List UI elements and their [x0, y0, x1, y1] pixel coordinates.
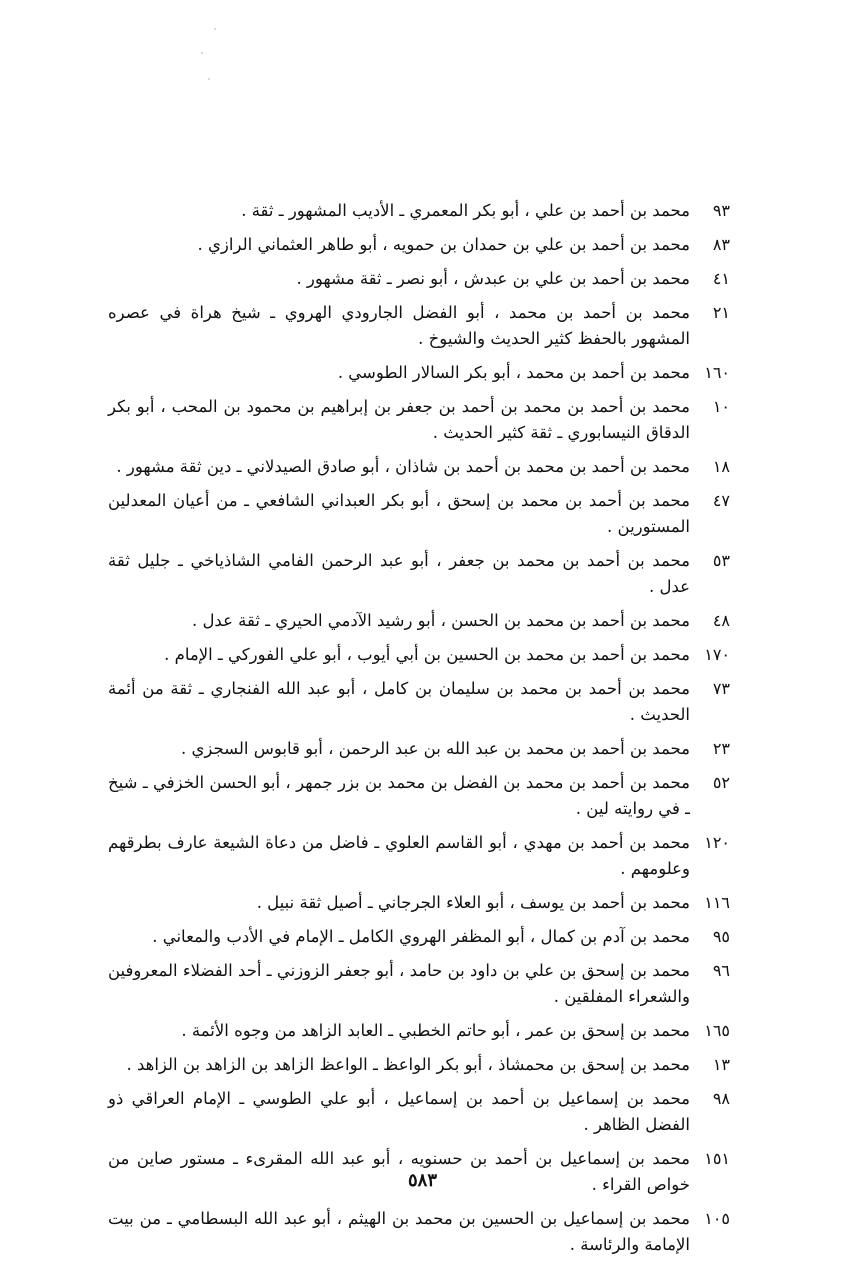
entry-row [108, 300, 730, 352]
scan-speck [208, 78, 210, 80]
entry-number: ٤٨ [712, 611, 730, 630]
entry-row [108, 1052, 730, 1078]
entry-number: ١٠ [712, 397, 730, 416]
entry-number: ١١٦ [704, 893, 730, 912]
scan-speck [201, 52, 203, 54]
entry-number: ١٧٠ [704, 645, 730, 664]
entry-number: ١٥١ [704, 1149, 730, 1168]
entry-text: محمد بن أحمد بن محمد بن الفضل بن محمد بن بزر جمهر ، أبو الحسن الخزفي ـ شيخ ـ في روايته لين . [108, 773, 690, 818]
entry-row [108, 548, 730, 600]
entry-text: محمد بن أحمد بن محمد بن الحسن ، أبو رشيد الآدمي الحيري ـ ثقة عدل . [191, 611, 690, 630]
entry-text: محمد بن أحمد بن يوسف ، أبو العلاء الجرجاني ـ أصيل ثقة نبيل . [256, 893, 690, 912]
entry-number: ١٢٠ [704, 833, 730, 852]
entry-number: ٢١ [712, 303, 730, 322]
entry-text: محمد بن إسماعيل بن أحمد بن إسماعيل ، أبو علي الطوسي ـ الإمام العراقي ذو الفضل الظاهر . [108, 1089, 690, 1134]
entry-row [108, 676, 730, 728]
entry-text: محمد بن إسماعيل بن أحمد بن حسنويه ، أبو عبد الله المقرىء ـ مستور صاين من خواص القراء . [108, 1149, 690, 1194]
entry-number: ٩٨ [712, 1089, 730, 1108]
entry-list [108, 198, 730, 1266]
entry-text: محمد بن أحمد بن محمد بن الحسين بن أبي أيوب ، أبو علي الفوركي ـ الإمام . [164, 645, 690, 664]
entry-number: ٢٣ [712, 739, 730, 758]
entry-row [108, 454, 730, 480]
entry-number: ١٦٠ [704, 363, 730, 382]
entry-text: محمد بن إسحق بن علي بن داود بن حامد ، أبو جعفر الزوزني ـ أحد الفضلاء المعروفين والشعراء المفلقين . [108, 961, 690, 1006]
entry-number: ٥٣ [712, 551, 730, 570]
entry-row [108, 830, 730, 882]
entry-row [108, 608, 730, 634]
entry-row [108, 198, 730, 224]
entry-row [108, 232, 730, 258]
entry-number: ١٣ [712, 1055, 730, 1074]
entry-text: محمد بن أحمد بن محمد ، أبو الفضل الجارودي الهروي ـ شيخ هراة في عصره المشهور بالحفظ كثير الحديث والشيوخ . [108, 303, 690, 348]
entry-text: محمد بن أحمد بن محمد بن عبد الله بن عبد الرحمن ، أبو قابوس السجزي . [181, 739, 690, 758]
entry-number: ١٠٥ [704, 1209, 730, 1228]
entry-text: محمد بن أحمد بن محمد بن سليمان بن كامل ، أبو عبد الله الفنجاري ـ ثقة من أئمة الحديث . [108, 679, 690, 724]
entry-number: ٧٣ [712, 679, 730, 698]
entry-text: محمد بن آدم بن كمال ، أبو المظفر الهروي الكامل ـ الإمام في الأدب والمعاني . [152, 927, 690, 946]
entry-number: ٥٢ [712, 773, 730, 792]
entry-text: محمد بن أحمد بن محمد بن أحمد بن شاذان ، أبو صادق الصيدلاني ـ دين ثقة مشهور . [116, 457, 690, 476]
entry-row [108, 770, 730, 822]
entry-text: محمد بن أحمد بن محمد بن إسحق ، أبو بكر العبداني الشافعي ـ من أعيان المعدلين المستورين . [108, 491, 690, 536]
entry-number: ١٨ [712, 457, 730, 476]
entry-text: محمد بن أحمد بن علي بن حمدان بن حمويه ، أبو طاهر العثماني الرازي . [197, 235, 690, 254]
entry-text: محمد بن أحمد بن مهدي ، أبو القاسم العلوي ـ فاضل من دعاة الشيعة عارف بطرقهم وعلومهم . [108, 833, 690, 878]
entry-row [108, 1086, 730, 1138]
entry-number: ٨٣ [712, 235, 730, 254]
entry-row [108, 890, 730, 916]
entry-text: محمد بن أحمد بن محمد بن جعفر ، أبو عبد الرحمن الفامي الشاذياخي ـ جليل ثقة عدل . [108, 551, 690, 596]
entry-row [108, 1206, 730, 1258]
entry-number: ٤١ [712, 269, 730, 288]
entry-text: محمد بن إسماعيل بن الحسين بن محمد بن الهيثم ، أبو عبد الله البسطامي ـ من بيت الإمامة والرئاسة . [108, 1209, 690, 1254]
entry-text: محمد بن أحمد بن محمد ، أبو بكر السالار الطوسي . [337, 363, 690, 382]
entry-number: ٩٦ [712, 961, 730, 980]
entry-row [108, 736, 730, 762]
entry-text: محمد بن أحمد بن علي ، أبو بكر المعمري ـ الأديب المشهور ـ ثقة . [241, 201, 690, 220]
scan-speck [214, 28, 216, 30]
entry-row [108, 488, 730, 540]
entry-row [108, 958, 730, 1010]
entry-number: ٩٥ [712, 927, 730, 946]
entry-row [108, 360, 730, 386]
page-number: ٥٨٣ [407, 1170, 437, 1191]
entry-text: محمد بن إسحق بن محمشاذ ، أبو بكر الواعظ ـ الواعظ الزاهد بن الزاهد بن الزاهد . [126, 1055, 690, 1074]
entry-row [108, 266, 730, 292]
entry-row [108, 1018, 730, 1044]
entry-text: محمد بن أحمد بن محمد بن أحمد بن جعفر بن إبراهيم بن محمود بن المحب ، أبو بكر الدقاق النيسابوري ـ ثقة كثير الحديث . [108, 397, 690, 442]
entry-number: ٤٧ [712, 491, 730, 510]
entry-number: ٩٣ [712, 201, 730, 220]
entry-row [108, 924, 730, 950]
entry-row [108, 394, 730, 446]
entry-text: محمد بن أحمد بن علي بن عبدش ، أبو نصر ـ ثقة مشهور . [296, 269, 690, 288]
entry-text: محمد بن إسحق بن عمر ، أبو حاتم الخطبي ـ العابد الزاهد من وجوه الأئمة . [181, 1021, 690, 1040]
entry-row [108, 642, 730, 668]
entry-number: ١٦٥ [704, 1021, 730, 1040]
